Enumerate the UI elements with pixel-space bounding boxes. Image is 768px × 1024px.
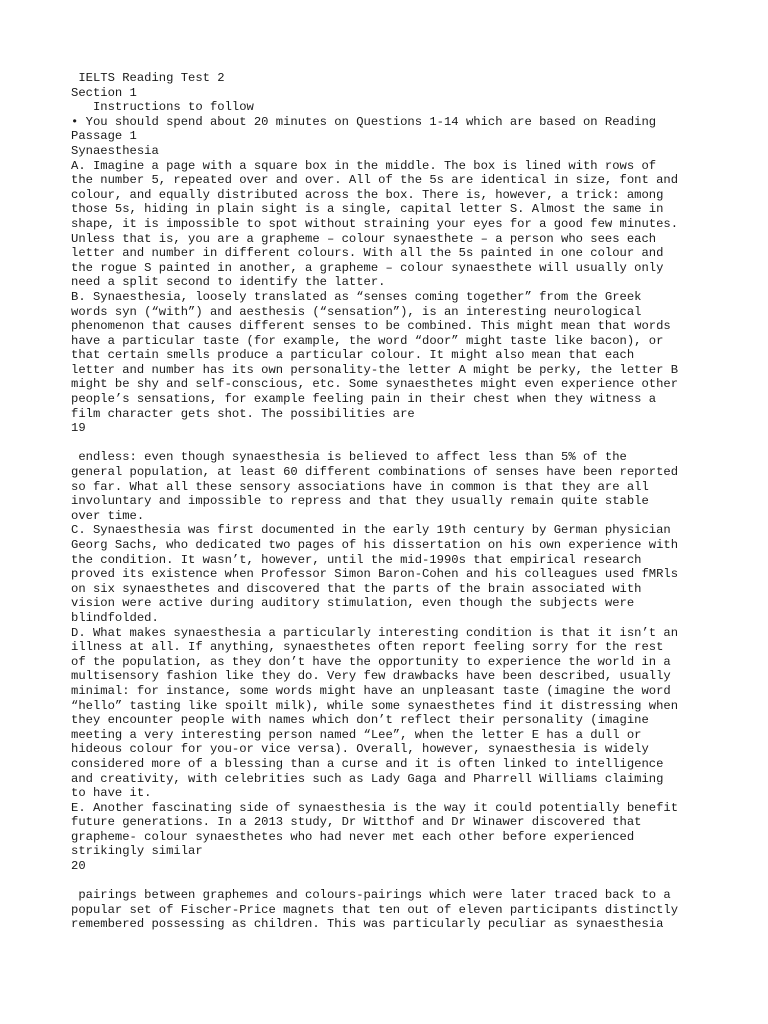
paragraph-b-line: people’s sensations, for example feeling pain in their chest when they witness a — [71, 392, 657, 407]
paragraph-c-line: blindfolded. — [71, 610, 159, 625]
paragraph-d-line: hideous colour for you-or vice versa). Overall, however, synaesthesia is widely — [71, 742, 649, 757]
paragraph-e-continued-line: popular set of Fischer-Price magnets that ten out of eleven participants distinctly — [71, 902, 679, 917]
paragraph-d-line: of the population, as they don’t have the opportunity to experience the world in a — [71, 654, 671, 669]
paragraph-d-line: “hello” tasting like spoilt milk), while some synaesthetes find it distressing when — [71, 698, 679, 713]
paragraph-c-line: on six synaesthetes and discovered that the parts of the brain associated with — [71, 581, 642, 596]
paragraph-e-line: grapheme- colour synaesthetes who had never met each other before experienced — [71, 829, 635, 844]
instructions-heading: Instructions to follow — [71, 100, 254, 115]
paragraph-c-line: vision were active during auditory stimulation, even though the subjects were — [71, 596, 635, 611]
paragraph-d-line: and creativity, with celebrities such as Lady Gaga and Pharrell Williams claiming — [71, 771, 664, 786]
paragraph-b-continued-line: so far. What all these sensory associations have in common is that they are all — [71, 479, 649, 494]
paragraph-a-line: need a split second to identify the latter. — [71, 275, 386, 290]
instruction-bullet-line: • You should spend about 20 minutes on Questions 1-14 which are based on Reading — [71, 114, 657, 129]
paragraph-a-line: shape, it is impossible to spot without straining your eyes for a good few minutes. — [71, 216, 679, 231]
test-title: IELTS Reading Test 2 — [71, 71, 225, 85]
paragraph-c-line: Georg Sachs, who dedicated two pages of his dissertation on his own experience with — [71, 538, 679, 552]
paragraph-b-continued-line: involuntary and impossible to repress and that they usually remain quite stable — [71, 494, 649, 509]
paragraph-d-line: meeting a very interesting person named “Lee”, when the letter E has a dull or — [71, 727, 642, 742]
paragraph-b-line: film character gets shot. The possibilities are — [71, 406, 415, 421]
paragraph-a-line: A. Imagine a page with a square box in the middle. The box is lined with rows of — [71, 158, 657, 173]
document-text — [71, 71, 761, 932]
paragraph-b-line: letter and number has its own personality-the letter A might be perky, the letter B — [71, 362, 679, 377]
paragraph-e-line: strikingly similar — [71, 844, 203, 859]
paragraph-b-line: might be shy and self-conscious, etc. Some synaesthetes might even experience other — [71, 377, 679, 392]
paragraph-d-line: minimal: for instance, some words might have an unpleasant taste (imagine the word — [71, 683, 671, 698]
paragraph-d-line: they encounter people with names which don’t reflect their personality (imagine — [71, 713, 649, 728]
page-number: 19 — [71, 421, 86, 436]
paragraph-a-line: Unless that is, you are a grapheme – colour synaesthete – a person who sees each — [71, 231, 657, 246]
paragraph-b-line: phenomenon that causes different senses to be combined. This might mean that words — [71, 319, 671, 334]
paragraph-a-line: the rogue S painted in another, a grapheme – colour synaesthete will usually only — [71, 260, 664, 275]
paragraph-b-continued-line: over time. — [71, 508, 145, 523]
paragraph-a-line: colour, and equally distributed across the box. There is, however, a trick: among — [71, 187, 664, 202]
paragraph-c-line: the condition. It wasn’t, however, until the mid-1990s that empirical research — [71, 552, 642, 567]
paragraph-c-line: proved its existence when Professor Simon Baron-Cohen and his colleagues used fMRls — [71, 567, 679, 582]
section-label: Section 1 — [71, 85, 137, 100]
page-number: 20 — [71, 859, 86, 874]
paragraph-e-line: future generations. In a 2013 study, Dr Witthof and Dr Winawer discovered that — [71, 815, 642, 830]
page-break-spacer — [71, 436, 761, 451]
paragraph-d-line: D. What makes synaesthesia a particularly interesting condition is that it isn’t an — [71, 625, 679, 640]
paragraph-a-line: the number 5, repeated over and over. All of the 5s are identical in size, font and — [71, 173, 679, 188]
paragraph-b-line: have a particular taste (for example, the word “door” might taste like bacon), or — [71, 333, 664, 348]
paragraph-e-continued-line: pairings between graphemes and colours-pairings which were later traced back to a — [71, 888, 671, 903]
paragraph-b-line: B. Synaesthesia, loosely translated as “senses coming together” from the Greek — [71, 289, 642, 304]
paragraph-d-line: illness at all. If anything, synaesthetes often report feeling sorry for the rest — [71, 640, 664, 655]
paragraph-d-line: considered more of a blessing than a curse and it is often linked to intelligence — [71, 756, 664, 771]
instruction-bullet-line: Passage 1 — [71, 129, 137, 144]
paragraph-a-line: those 5s, hiding in plain sight is a single, capital letter S. Almost the same in — [71, 202, 664, 217]
page-break-spacer — [71, 874, 761, 889]
paragraph-b-line: that certain smells produce a particular colour. It might also mean that each — [71, 348, 635, 363]
paragraph-b-line: words syn (“with”) and aesthesis (“sensation”), is an interesting neurological — [71, 304, 642, 319]
paragraph-d-line: multisensory fashion like they do. Very few drawbacks have been described, usually — [71, 669, 671, 684]
passage-title: Synaesthesia — [71, 143, 159, 158]
paragraph-e-line: E. Another fascinating side of synaesthesia is the way it could potentially benefit — [71, 800, 679, 815]
paragraph-c-line: C. Synaesthesia was first documented in the early 19th century by German physician — [71, 523, 671, 538]
paragraph-d-line: to have it. — [71, 786, 152, 801]
paragraph-e-continued-line: remembered possessing as children. This was particularly peculiar as synaesthesia — [71, 917, 664, 932]
paragraph-a-line: letter and number in different colours. With all the 5s painted in one colour and — [71, 246, 664, 261]
paragraph-b-continued-line: endless: even though synaesthesia is believed to affect less than 5% of the — [71, 450, 627, 465]
paragraph-b-continued-line: general population, at least 60 different combinations of senses have been reported — [71, 465, 679, 480]
